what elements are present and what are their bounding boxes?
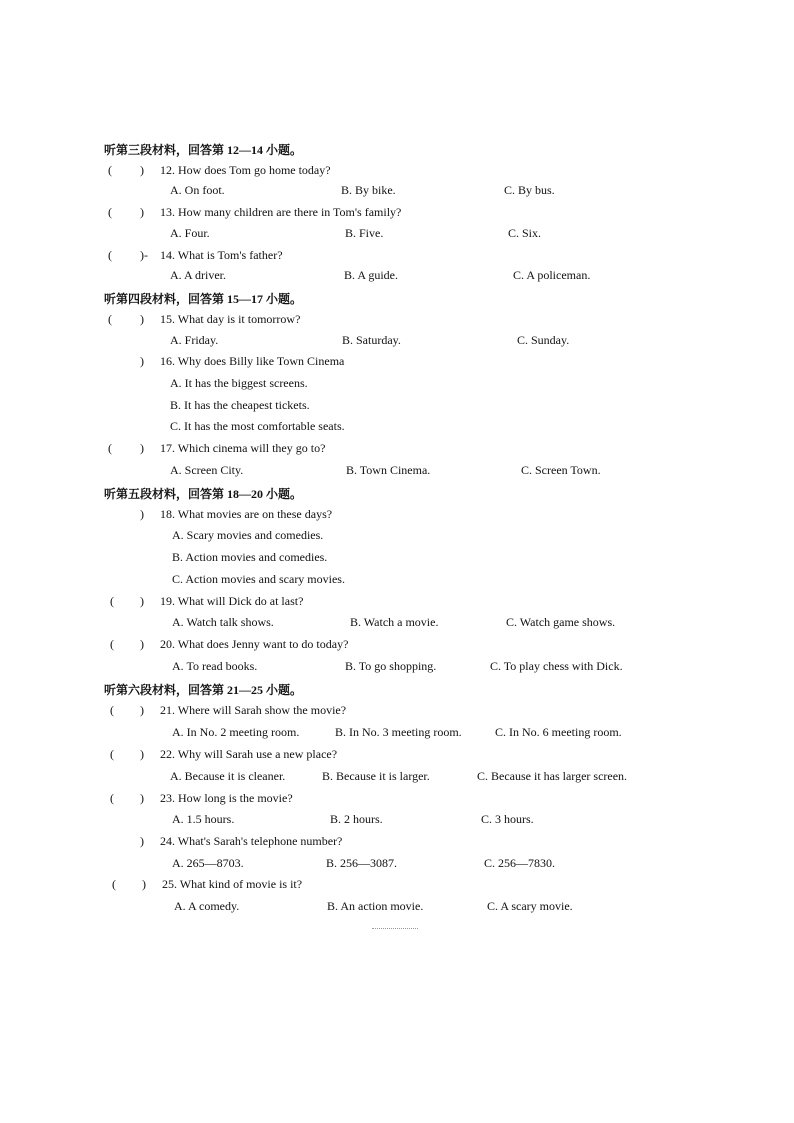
section-heading-4 (0, 290, 794, 312)
question-text: 12. How does Tom go home today? (160, 163, 331, 177)
question-21 (0, 703, 794, 725)
option-b: B. A guide. (344, 268, 399, 282)
section-heading-6 (0, 681, 794, 703)
options-13 (0, 226, 794, 248)
question-25 (0, 877, 794, 899)
section-heading-text: 听第三段材料，回答第 12—14 小题。 (104, 143, 303, 157)
answer-paren-open: ( (110, 594, 114, 608)
option-a: A. In No. 2 meeting room. (172, 725, 300, 739)
question-text: 24. What's Sarah's telephone number? (160, 834, 343, 848)
answer-paren-open: ( (108, 248, 112, 262)
option-a: A. A driver. (170, 268, 226, 282)
section-heading-text: 听第六段材料，回答第 21—25 小题。 (104, 683, 303, 697)
question-text: 13. How many children are there in Tom's family? (160, 205, 402, 219)
question-text: 21. Where will Sarah show the movie? (160, 703, 347, 717)
question-22 (0, 747, 794, 769)
option-a: A. Because it is cleaner. (170, 769, 286, 783)
option-a: A. Watch talk shows. (172, 615, 274, 629)
option-c: C. A policeman. (513, 268, 591, 282)
answer-paren-close: ) (140, 834, 144, 848)
answer-paren-open: ( (108, 312, 112, 326)
option-a: A. On foot. (170, 183, 225, 197)
question-15 (0, 312, 794, 334)
option-b: B. Town Cinema. (346, 463, 431, 477)
options-22 (0, 769, 794, 791)
section-heading-text: 听第四段材料，回答第 15—17 小题。 (104, 292, 303, 306)
options-12 (0, 183, 794, 205)
question-text: 17. Which cinema will they go to? (160, 441, 326, 455)
options-20 (0, 659, 794, 681)
option-b: B. Watch a movie. (350, 615, 439, 629)
section-heading-text: 听第五段材料，回答第 18—20 小题。 (104, 487, 303, 501)
answer-paren-close: ) (140, 205, 144, 219)
option-a: A. Four. (170, 226, 210, 240)
options-23 (0, 812, 794, 834)
option-c: C. By bus. (504, 183, 555, 197)
option-18-c-line (0, 572, 794, 594)
question-text: 14. What is Tom's father? (160, 248, 283, 262)
options-14 (0, 268, 794, 290)
question-16 (0, 354, 794, 376)
option-a: A. Scary movies and comedies. (172, 528, 324, 542)
answer-paren-close: ) (140, 163, 144, 177)
options-17 (0, 463, 794, 485)
option-b: B. Saturday. (342, 333, 401, 347)
section-heading-3 (0, 141, 794, 163)
option-b: B. An action movie. (327, 899, 424, 913)
option-a: A. 1.5 hours. (172, 812, 235, 826)
answer-paren-open: ( (110, 703, 114, 717)
question-24 (0, 834, 794, 856)
option-c: C. To play chess with Dick. (490, 659, 623, 673)
answer-paren-close: ) (140, 594, 144, 608)
option-16-b-line (0, 398, 794, 420)
question-18 (0, 507, 794, 529)
answer-paren-close: ) (140, 441, 144, 455)
answer-paren-close: ) (140, 312, 144, 326)
answer-paren-close: ) (140, 354, 144, 368)
options-24 (0, 856, 794, 878)
option-16-c-line (0, 419, 794, 441)
answer-paren-close: ) (140, 507, 144, 521)
question-text: 19. What will Dick do at last? (160, 594, 304, 608)
scan-mark (372, 928, 418, 931)
option-a: A. To read books. (172, 659, 258, 673)
question-20 (0, 637, 794, 659)
answer-paren-open: ( (110, 637, 114, 651)
option-c: C. Screen Town. (521, 463, 601, 477)
option-b: B. Five. (345, 226, 384, 240)
options-21 (0, 725, 794, 747)
answer-paren-open: ( (108, 163, 112, 177)
option-a: A. Friday. (170, 333, 219, 347)
question-13 (0, 205, 794, 227)
option-c: C. Action movies and scary movies. (172, 572, 345, 586)
answer-paren-close: )- (140, 248, 148, 262)
question-17 (0, 441, 794, 463)
option-c: C. 256—7830. (484, 856, 556, 870)
option-16-a-line (0, 376, 794, 398)
answer-paren-open: ( (110, 747, 114, 761)
question-19 (0, 594, 794, 616)
option-b: B. Because it is larger. (322, 769, 430, 783)
option-a: A. Screen City. (170, 463, 244, 477)
section-heading-5 (0, 485, 794, 507)
option-b: B. Action movies and comedies. (172, 550, 328, 564)
option-c: C. Sunday. (517, 333, 570, 347)
answer-paren-open: ( (108, 205, 112, 219)
options-15 (0, 333, 794, 355)
option-b: B. 2 hours. (330, 812, 383, 826)
option-c: C. 3 hours. (481, 812, 534, 826)
option-c: C. In No. 6 meeting room. (495, 725, 622, 739)
answer-paren-close: ) (140, 791, 144, 805)
question-12 (0, 163, 794, 185)
option-a: A. It has the biggest screens. (170, 376, 308, 390)
question-text: 16. Why does Billy like Town Cinema (160, 354, 345, 368)
options-25 (0, 899, 794, 921)
option-c: C. Because it has larger screen. (477, 769, 628, 783)
answer-paren-close: ) (140, 747, 144, 761)
option-b: B. 256—3087. (326, 856, 398, 870)
answer-paren-close: ) (140, 703, 144, 717)
answer-paren-open: ( (112, 877, 116, 891)
option-b: B. By bike. (341, 183, 396, 197)
question-text: 23. How long is the movie? (160, 791, 293, 805)
answer-paren-close: ) (140, 637, 144, 651)
answer-paren-open: ( (110, 791, 114, 805)
option-a: A. A comedy. (174, 899, 240, 913)
option-18-b-line (0, 550, 794, 572)
option-c: C. It has the most comfortable seats. (170, 419, 345, 433)
option-a: A. 265—8703. (172, 856, 244, 870)
question-text: 25. What kind of movie is it? (162, 877, 303, 891)
option-b: B. It has the cheapest tickets. (170, 398, 310, 412)
question-23 (0, 791, 794, 813)
option-c: C. Watch game shows. (506, 615, 616, 629)
option-c: C. Six. (508, 226, 542, 240)
question-14 (0, 248, 794, 270)
question-text: 15. What day is it tomorrow? (160, 312, 301, 326)
option-b: B. To go shopping. (345, 659, 437, 673)
question-text: 20. What does Jenny want to do today? (160, 637, 349, 651)
question-text: 22. Why will Sarah use a new place? (160, 747, 338, 761)
option-18-a-line (0, 528, 794, 550)
answer-paren-open: ( (108, 441, 112, 455)
answer-paren-close: ) (142, 877, 146, 891)
option-c: C. A scary movie. (487, 899, 573, 913)
question-text: 18. What movies are on these days? (160, 507, 333, 521)
options-19 (0, 615, 794, 637)
option-b: B. In No. 3 meeting room. (335, 725, 462, 739)
